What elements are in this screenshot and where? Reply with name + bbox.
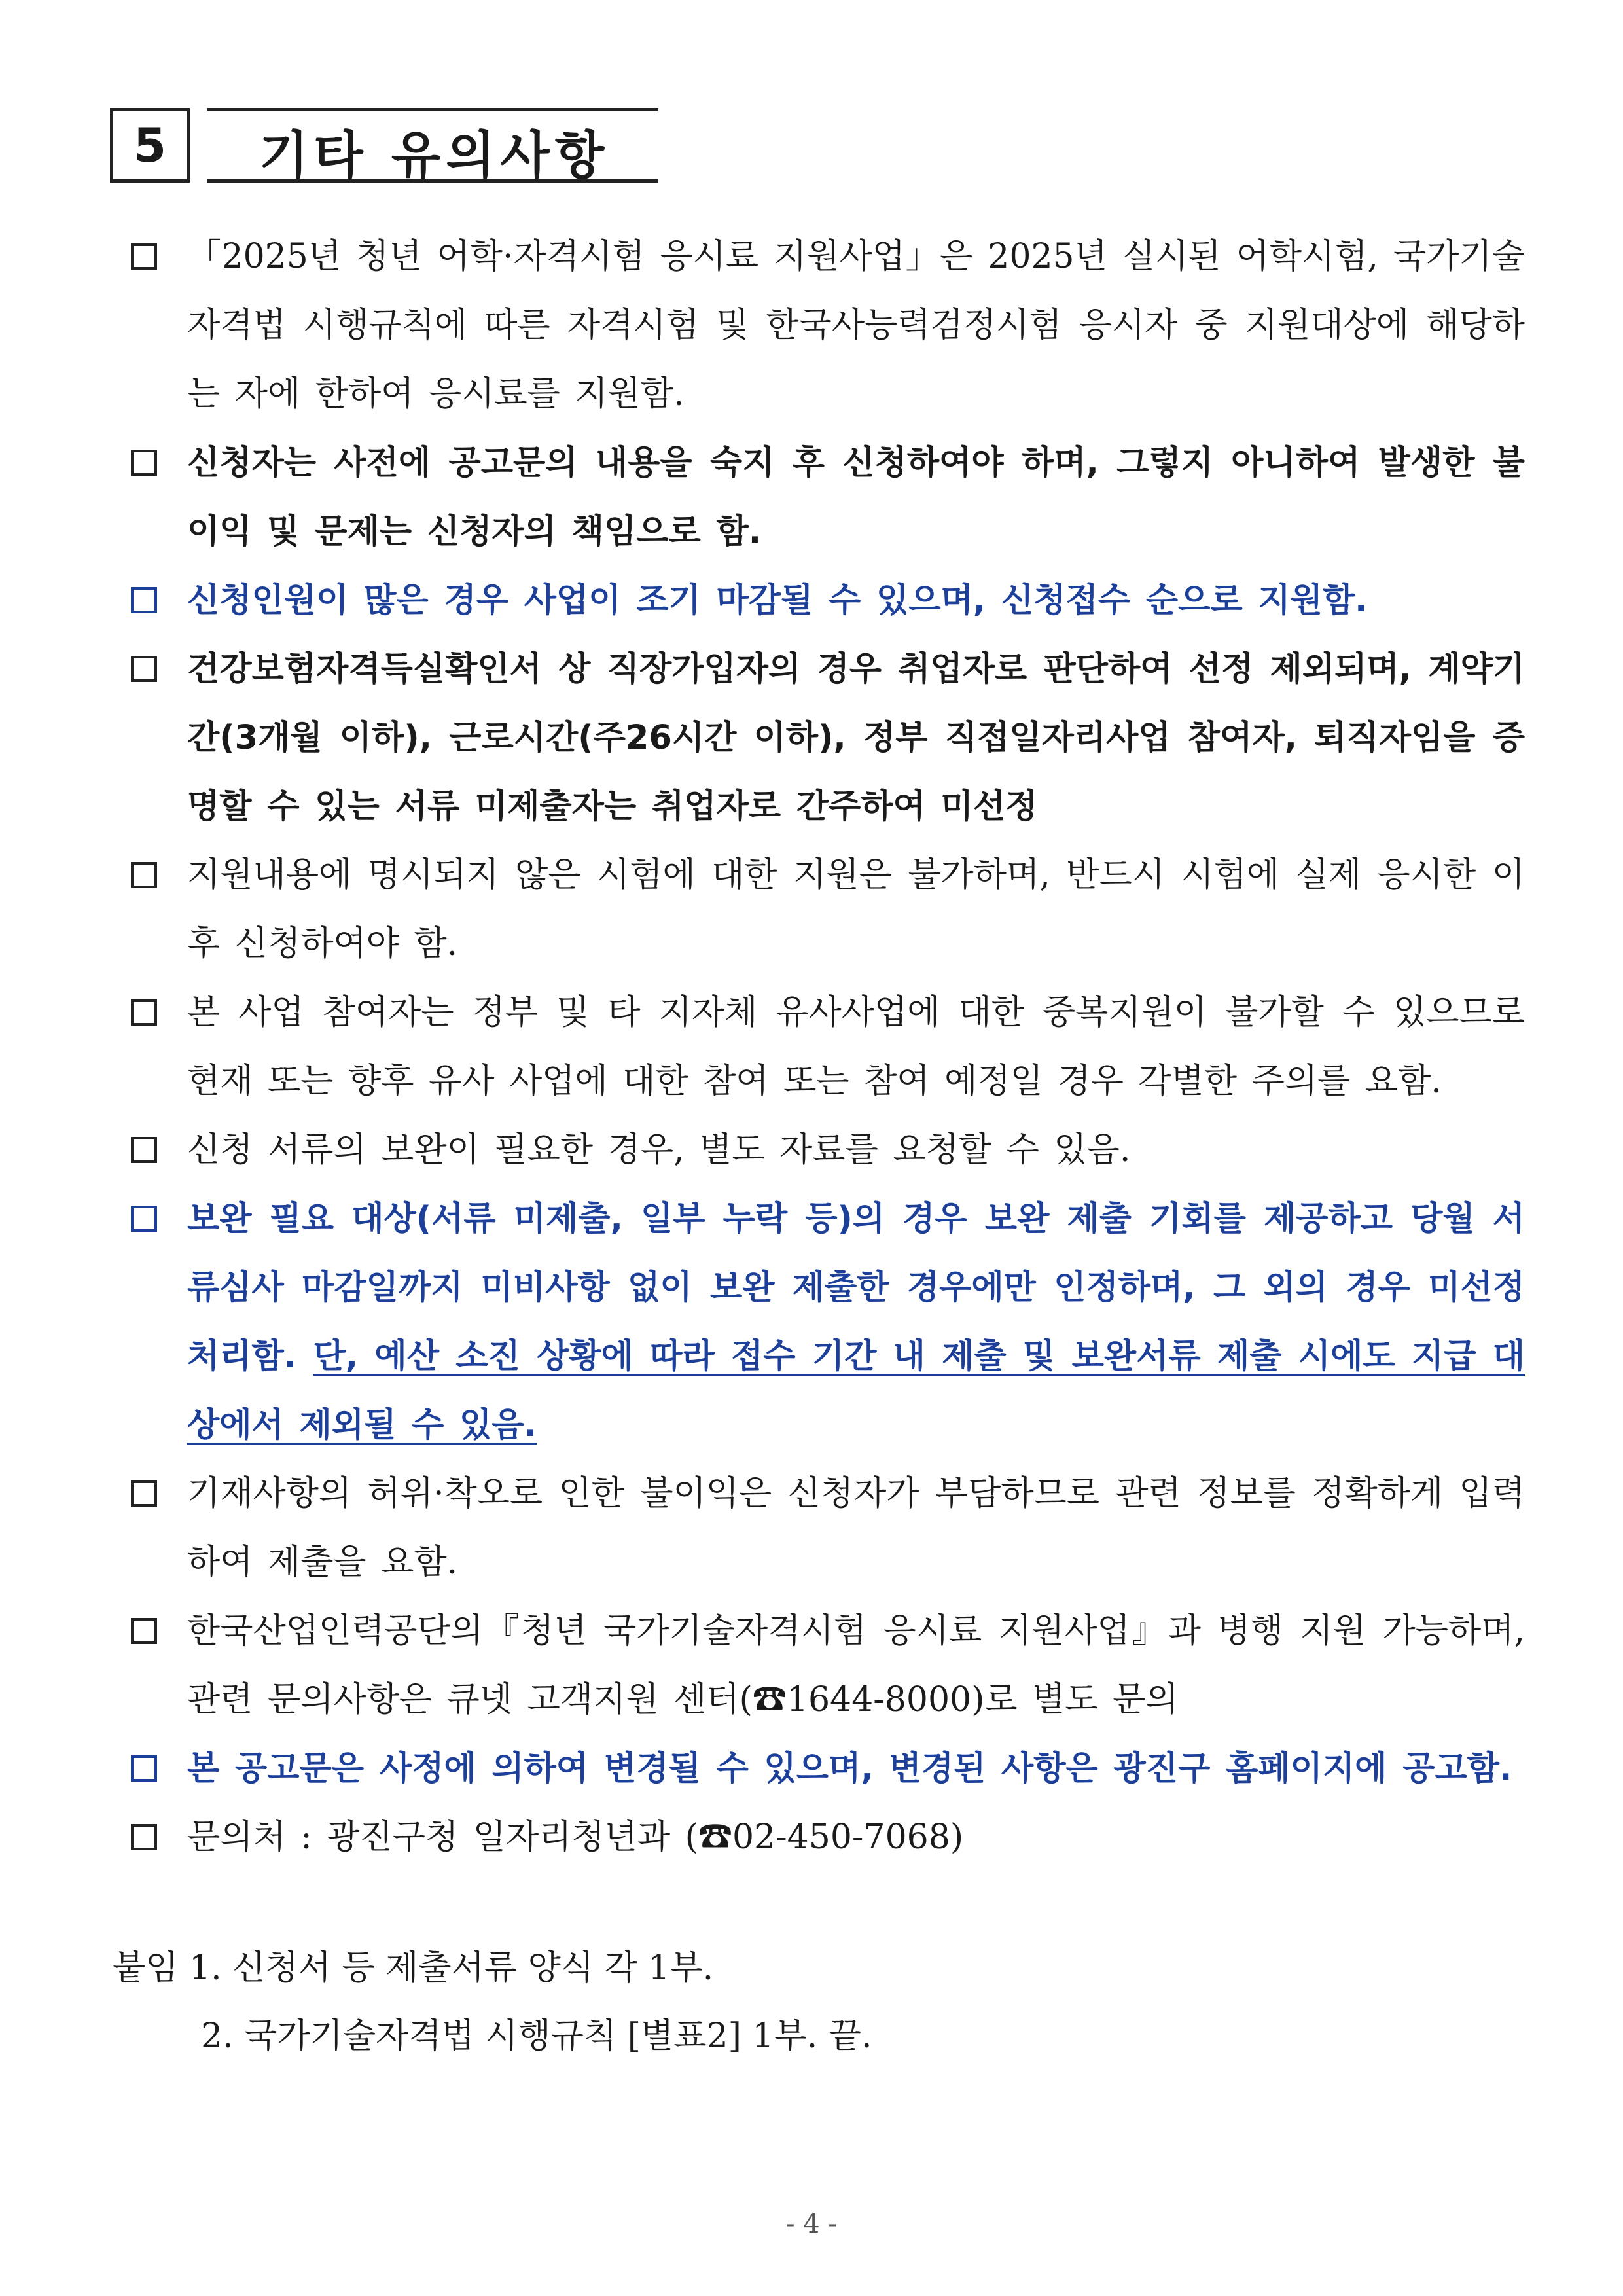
notice-text: 신청인원이 많은 경우 사업이 조기 마감될 수 있으며, 신청접수 순으로 지원함. xyxy=(187,581,1368,620)
notice-item-parallel-support xyxy=(131,1597,1525,1734)
notice-text: 신청 서류의 보완이 필요한 경우, 별도 자료를 요청할 수 있음. xyxy=(187,1130,1131,1170)
attachment-line-2: 2. 국가기술자격법 시행규칙 [별표2] 1부. 끝. xyxy=(201,2017,872,2056)
notice-text: 「2025년 청년 어학·자격시험 응시료 지원사업」은 2025년 실시된 어학시험, 국가기술자격법 시행규칙에 따른 자격시험 및 한국사능력검정시험 응시자 중 지원대상에 해당하는 자에 한하여 응시료를 지원함. xyxy=(187,237,1525,414)
notice-item-applicant-responsibility xyxy=(131,429,1525,566)
section-title-box xyxy=(207,108,658,183)
checkbox-bullet-icon xyxy=(131,1618,157,1644)
notice-item-early-close xyxy=(131,566,1525,635)
notice-item-contact xyxy=(131,1803,1525,1872)
checkbox-bullet-icon xyxy=(131,243,157,270)
checkbox-bullet-icon xyxy=(131,1137,157,1163)
notice-text: 문의처 : 광진구청 일자리청년과 (☎02-450-7068) xyxy=(187,1818,964,1857)
notice-item-support-scope xyxy=(131,223,1525,429)
notice-text: 지원내용에 명시되지 않은 시험에 대한 지원은 불가하며, 반드시 시험에 실제 응시한 이후 신청하여야 함. xyxy=(187,855,1525,963)
attachment-line-1: 붙임 1. 신청서 등 제출서류 양식 각 1부. xyxy=(113,1948,714,1988)
notice-item-notice-change xyxy=(131,1734,1525,1803)
checkbox-bullet-icon xyxy=(131,1755,157,1782)
checkbox-bullet-icon xyxy=(131,1480,157,1507)
notice-text: 건강보험자격득실확인서 상 직장가입자의 경우 취업자로 판단하여 선정 제외되며, 계약기간(3개월 이하), 근로시간(주26시간 이하), 정부 직접일자리사업 참여자, 퇴직자임을 증명할 수 있는 서류 미제출자는 취업자로 간주하여 미선정 xyxy=(187,650,1525,826)
notice-item-duplicate-support xyxy=(131,978,1525,1116)
notice-text: 본 공고문은 사정에 의하여 변경될 수 있으며, 변경된 사항은 광진구 홈페이지에 공고함. xyxy=(187,1749,1512,1788)
checkbox-bullet-icon xyxy=(131,656,157,682)
notice-text: 본 사업 참여자는 정부 및 타 지자체 유사사업에 대한 중복지원이 불가할 수 있으므로 현재 또는 향후 유사 사업에 대한 참여 또는 참여 예정일 경우 각별한 주의를 요함. xyxy=(187,993,1525,1101)
notice-item-false-entry xyxy=(131,1460,1525,1597)
notice-text: 신청자는 사전에 공고문의 내용을 숙지 후 신청하여야 하며, 그렇지 아니하여 발생한 불이익 및 문제는 신청자의 책임으로 함. xyxy=(187,444,1525,551)
notice-text: 기재사항의 허위·착오로 인한 불이익은 신청자가 부담하므로 관련 정보를 정확하게 입력하여 제출을 요함. xyxy=(187,1474,1525,1582)
checkbox-bullet-icon xyxy=(131,1824,157,1850)
attachments xyxy=(113,1934,1291,2070)
checkbox-bullet-icon xyxy=(131,450,157,476)
checkbox-bullet-icon xyxy=(131,1206,157,1232)
notice-item-employment-exclusion xyxy=(131,635,1525,841)
notice-underlined-text: 단, 예산 소진 상황에 따라 접수 기간 내 제출 및 보완서류 제출 시에도 지급 대상에서 제외될 수 있음. xyxy=(187,1337,1525,1444)
section-header xyxy=(110,108,660,185)
notice-list xyxy=(131,223,1525,1872)
checkbox-bullet-icon xyxy=(131,999,157,1026)
notice-text: 보완 필요 대상(서류 미제출, 일부 누락 등)의 경우 보완 제출 기회를 제공하고 당월 서류심사 마감일까지 미비사항 없이 보완 제출한 경우에만 인정하며, 그 외의 경우 미선정 처리함. xyxy=(187,1200,1525,1376)
checkbox-bullet-icon xyxy=(131,587,157,613)
notice-item-exam-limit xyxy=(131,841,1525,978)
section-title: 기타 유의사항 xyxy=(259,126,610,185)
notice-item-supplement-deadline xyxy=(131,1185,1525,1460)
notice-text: 한국산업인력공단의『청년 국가기술자격시험 응시료 지원사업』과 병행 지원 가능하며, 관련 문의사항은 큐넷 고객지원 센터(☎1644-8000)로 별도 문의 xyxy=(187,1611,1525,1719)
notice-item-document-supplement xyxy=(131,1116,1525,1185)
section-number: 5 xyxy=(110,108,190,183)
page-number: - 4 - xyxy=(786,2209,837,2239)
checkbox-bullet-icon xyxy=(131,862,157,888)
